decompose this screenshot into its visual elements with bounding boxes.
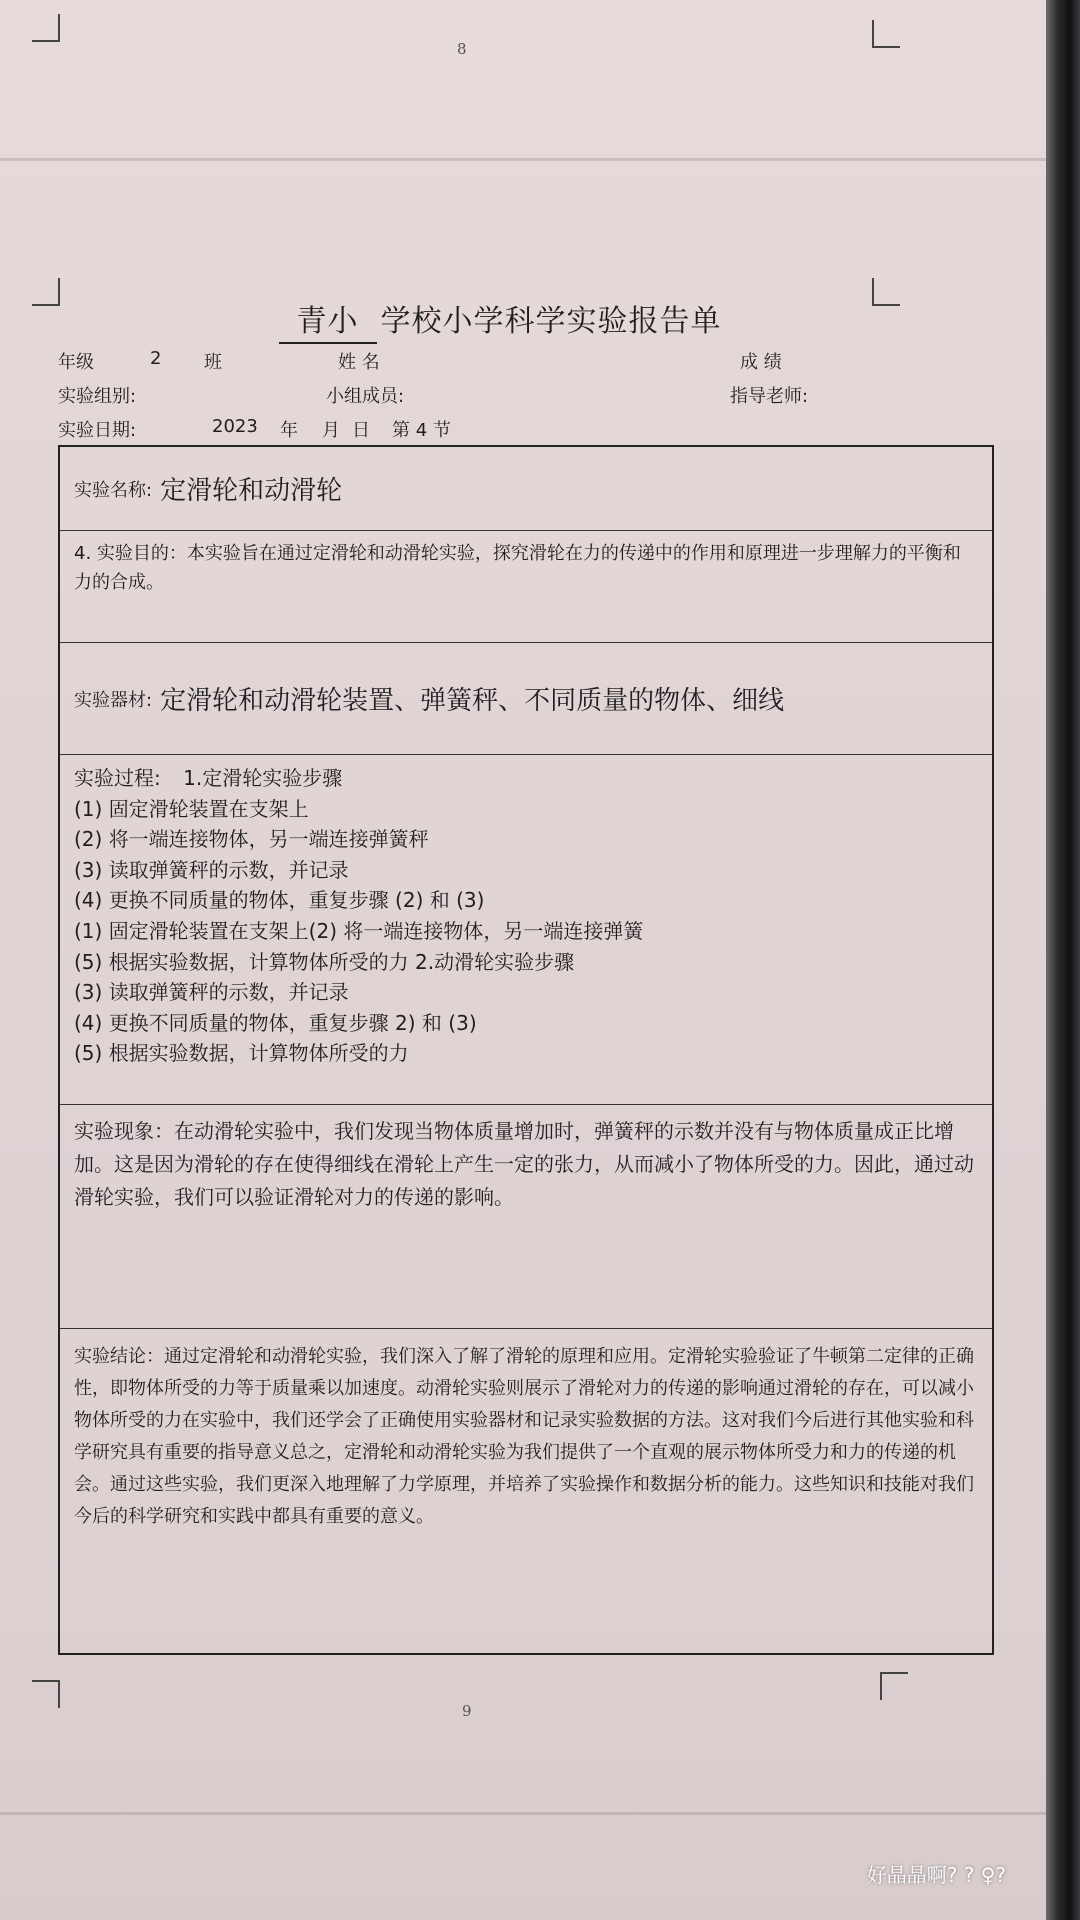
crop-mark bbox=[872, 20, 900, 48]
phone-bezel bbox=[1046, 0, 1080, 1920]
crop-mark bbox=[32, 14, 60, 42]
date-label: 实验日期: bbox=[58, 420, 137, 441]
purpose-text: 4. 实验目的：本实验旨在通过定滑轮和动滑轮实验，探究滑轮在力的传递中的作用和原理进一步理解力的平衡和力的合成。 bbox=[74, 543, 961, 593]
process-heading: 1.定滑轮实验步骤 bbox=[183, 766, 343, 790]
phenomenon-row bbox=[60, 1105, 992, 1329]
process-step: (3) 读取弹簧秤的示数，并记录 bbox=[74, 857, 349, 882]
process-step: (5) 根据实验数据，计算物体所受的力 2.动滑轮实验步骤 bbox=[74, 949, 575, 974]
day-label: 日 bbox=[352, 420, 370, 441]
materials-label: 实验器材: bbox=[74, 689, 153, 711]
experiment-name-label: 实验名称: bbox=[74, 479, 153, 501]
school-name: 青小 bbox=[279, 296, 377, 344]
process-header bbox=[74, 763, 978, 794]
process-step: (1) 固定滑轮装置在支架上(2) 将一端连接物体，另一端连接弹簧 bbox=[74, 918, 644, 943]
grade-label: 年级 bbox=[58, 352, 94, 373]
fold-line bbox=[0, 158, 1046, 161]
process-step: (4) 更换不同质量的物体，重复步骤 2) 和 (3) bbox=[74, 1010, 477, 1035]
year-label: 年 bbox=[280, 420, 298, 441]
report-table bbox=[58, 445, 994, 1655]
page-title bbox=[0, 296, 1000, 344]
experiment-name-row bbox=[60, 447, 992, 531]
members-label: 小组成员: bbox=[326, 386, 405, 407]
materials-row bbox=[60, 643, 992, 755]
process-step: (5) 根据实验数据，计算物体所受的力 bbox=[74, 1041, 409, 1066]
page-number-top: 8 bbox=[457, 40, 467, 58]
name-label: 姓 名 bbox=[338, 352, 380, 373]
phenomenon-text: 实验现象：在动滑轮实验中，我们发现当物体质量增加时，弹簧秤的示数并没有与物体质量成正比增加。这是因为滑轮的存在使得细线在滑轮上产生一定的张力，从而减小了物体所受的力。因此，通过动滑轮实验，我们可以验证滑轮对力的传递的影响。 bbox=[74, 1119, 974, 1209]
process-step: (2) 将一端连接物体，另一端连接弹簧秤 bbox=[74, 827, 429, 852]
purpose-row bbox=[60, 531, 992, 643]
process-label: 实验过程: bbox=[74, 766, 161, 790]
period-label: 第 4 节 bbox=[392, 420, 451, 441]
watermark-text: 好晶晶啊? ? ♀? bbox=[866, 1863, 1006, 1887]
crop-mark bbox=[880, 1672, 908, 1700]
materials-value: 定滑轮和动滑轮装置、弹簧秤、不同质量的物体、细线 bbox=[160, 686, 785, 716]
grade-value: 2 bbox=[150, 348, 162, 369]
teacher-label: 指导老师: bbox=[730, 386, 809, 407]
group-label: 实验组别: bbox=[58, 386, 137, 407]
experiment-name-value: 定滑轮和动滑轮 bbox=[160, 476, 343, 506]
class-label: 班 bbox=[204, 352, 222, 373]
month-label: 月 bbox=[322, 420, 340, 441]
date-year-value: 2023 bbox=[212, 416, 258, 437]
process-step: (1) 固定滑轮装置在支架上 bbox=[74, 796, 309, 821]
crop-mark bbox=[32, 1680, 60, 1708]
title-text: 学校小学科学实验报告单 bbox=[380, 304, 722, 339]
conclusion-row bbox=[60, 1329, 992, 1653]
conclusion-text: 实验结论：通过定滑轮和动滑轮实验，我们深入了解了滑轮的原理和应用。定滑轮实验验证了牛顿第二定律的正确性，即物体所受的力等于质量乘以加速度。动滑轮实验则展示了滑轮对力的传递的影响通过滑轮的存在，可以减小物体所受的力在实验中，我们还学会了正确使用实验器材和记录实验数据的方法。这对我们今后进行其他实验和科学研究具有重要的指导意义总之，定滑轮和动滑轮实验为我们提供了一个直观的展示物体所受力和力的传递的机会。通过这些实验，我们更深入地理解了力学原理，并培养了实验操作和数据分析的能力。这些知识和技能对我们今后的科学研究和实践中都具有重要的意义。 bbox=[74, 1346, 974, 1527]
process-step: (3) 读取弹簧秤的示数，并记录 bbox=[74, 980, 349, 1005]
score-label: 成 绩 bbox=[740, 352, 782, 373]
process-step: (4) 更换不同质量的物体，重复步骤 (2) 和 (3) bbox=[74, 888, 485, 913]
process-row bbox=[60, 755, 992, 1105]
fold-line bbox=[0, 1812, 1046, 1815]
page-number-bottom: 9 bbox=[462, 1702, 472, 1720]
